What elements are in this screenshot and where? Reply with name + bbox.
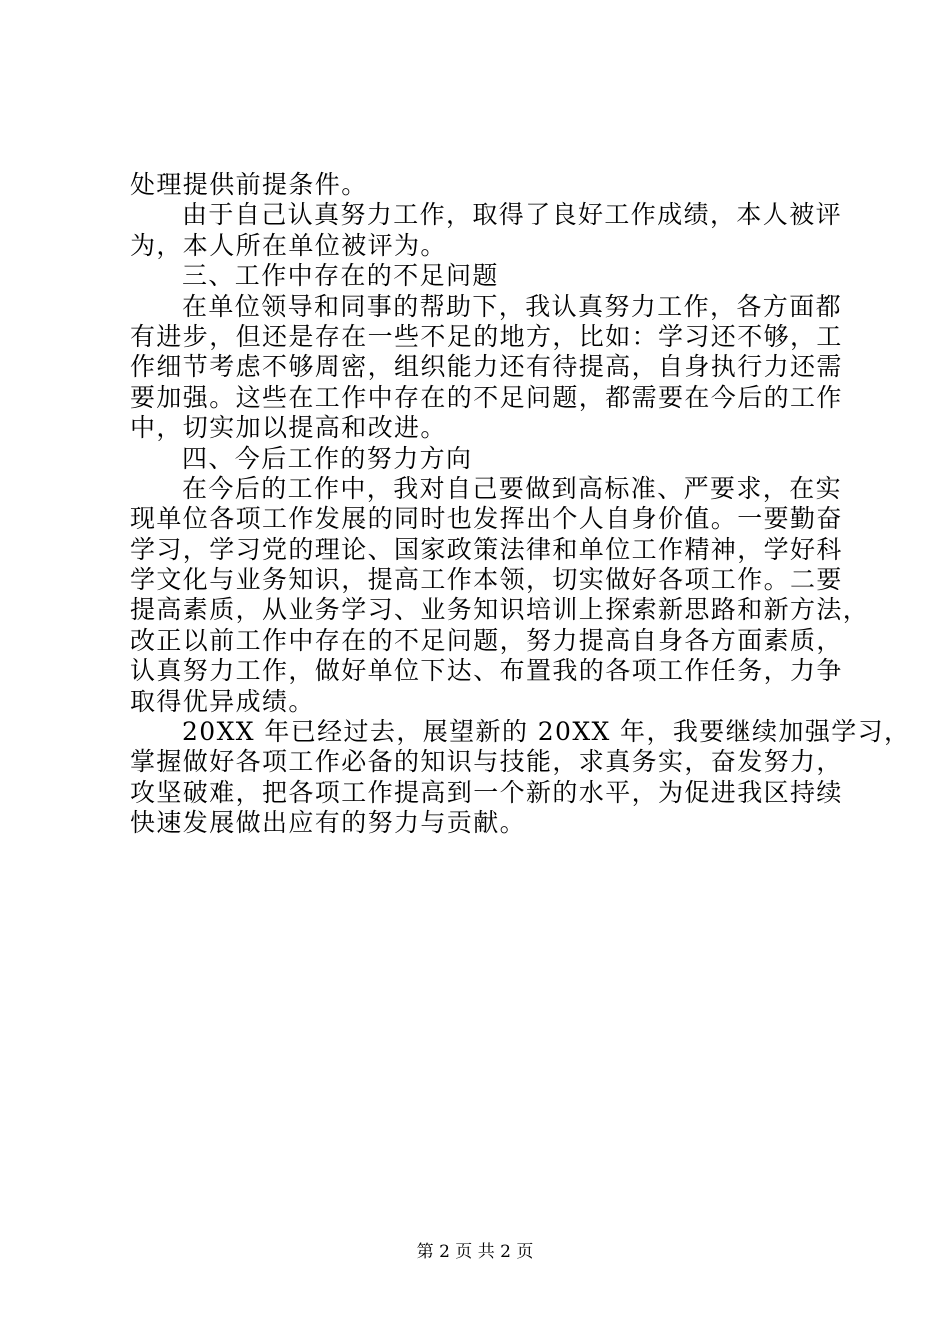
section-heading: 三、工作中存在的不足问题 bbox=[182, 261, 499, 291]
text-line: 快速发展做出应有的努力与贡献。 bbox=[130, 808, 527, 838]
section-heading: 四、今后工作的努力方向 bbox=[182, 443, 473, 473]
text-line: 攻坚破难，把各项工作提高到一个新的水平，为促进我区持续 bbox=[130, 777, 843, 807]
text-line: 要加强。这些在工作中存在的不足问题，都需要在今后的工作 bbox=[130, 382, 843, 412]
text-line: 取得优异成绩。 bbox=[130, 686, 315, 716]
text-line: 认真努力工作，做好单位下达、布置我的各项工作任务，力争 bbox=[130, 656, 843, 686]
document-body bbox=[130, 170, 911, 839]
paragraph-first-line: 在今后的工作中，我对自己要做到高标准、严要求，在实 bbox=[182, 473, 843, 503]
paragraph-first-line: 20XX 年已经过去，展望新的 20XX 年，我要继续加强学习， bbox=[182, 717, 911, 747]
text-line: 现单位各项工作发展的同时也发挥出个人自身价值。一要勤奋 bbox=[130, 504, 843, 534]
text-line: 有进步，但还是存在一些不足的地方，比如：学习还不够，工 bbox=[130, 321, 843, 351]
text-line: 改正以前工作中存在的不足问题，努力提高自身各方面素质， bbox=[130, 625, 843, 655]
text-line: 为，本人所在单位被评为。 bbox=[130, 230, 447, 260]
text-line: 中，切实加以提高和改进。 bbox=[130, 413, 447, 443]
paragraph-first-line: 由于自己认真努力工作，取得了良好工作成绩，本人被评 bbox=[182, 200, 843, 230]
paragraph-first-line: 在单位领导和同事的帮助下，我认真努力工作，各方面都 bbox=[182, 291, 843, 321]
text-line: 作细节考虑不够周密，组织能力还有待提高，自身执行力还需 bbox=[130, 352, 843, 382]
text-line: 提高素质，从业务学习、业务知识培训上探索新思路和新方法， bbox=[130, 595, 870, 625]
text-line: 学习，学习党的理论、国家政策法律和单位工作精神，学好科 bbox=[130, 534, 843, 564]
page-number: 第 2 页 共 2 页 bbox=[416, 1242, 534, 1262]
text-line: 学文化与业务知识，提高工作本领，切实做好各项工作。二要 bbox=[130, 565, 843, 595]
page-footer bbox=[0, 1241, 950, 1263]
text-line: 处理提供前提条件。 bbox=[130, 170, 368, 199]
text-line: 掌握做好各项工作必备的知识与技能，求真务实，奋发努力， bbox=[130, 747, 843, 777]
